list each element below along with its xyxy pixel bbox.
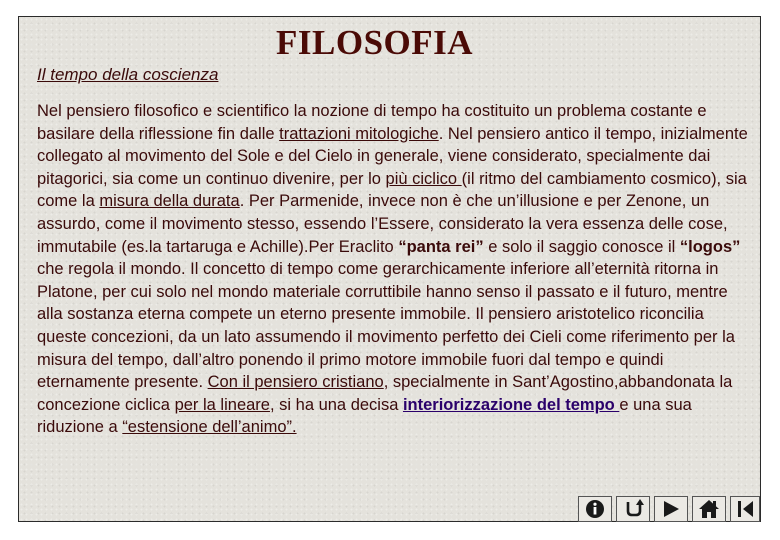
subtitle-link[interactable]: Il tempo della coscienza xyxy=(37,65,219,84)
forward-button[interactable] xyxy=(654,496,688,522)
skip-to-end-icon xyxy=(735,499,755,519)
link-estensione-dell-animo[interactable]: “estensione dell’animo”. xyxy=(122,418,297,437)
return-arrow-icon xyxy=(622,499,644,519)
text-segment: . Nel pensiero antico il tempo, inizialmente collegato al movimento del Sole e del Cielo in generale, viene considerato, specialmente dai pitagorici, sia come un continuo divenire, per lo xyxy=(37,124,748,188)
home-icon xyxy=(698,499,720,519)
text-segment: e solo il saggio conosce il xyxy=(483,237,680,256)
text-segment: . Per Parmenide, invece non è che un’illusione e per Zenone, un assurdo, come il movimento stesso, essendo l’Essere, considerato la vera essenza delle cose, immutabile (es.la tartaruga e Achille).Per Eraclito xyxy=(37,192,728,256)
link-piu-ciclico[interactable]: più ciclico xyxy=(385,169,462,188)
text-segment: , specialmente in Sant’Agostino,abbandonata la concezione ciclica xyxy=(37,373,733,414)
info-icon xyxy=(585,499,605,519)
text-segment: e una sua riduzione a xyxy=(37,395,692,437)
return-button[interactable] xyxy=(616,496,650,522)
info-button[interactable] xyxy=(578,496,612,522)
link-trattazioni-mitologiche[interactable]: trattazioni mitologiche xyxy=(279,124,439,143)
text-segment: , si ha una decisa xyxy=(269,395,403,414)
text-segment: Nel pensiero filosofico e scientifico la nozione di tempo ha costituito un problema costante e basilare della riflessione fin dalle xyxy=(37,102,707,143)
body-paragraph xyxy=(37,100,749,439)
link-interiorizzazione-del-tempo[interactable]: interiorizzazione del tempo xyxy=(402,395,620,414)
text-segment: (il ritmo del cambiamento cosmico), sia come la xyxy=(37,169,747,211)
page-title: FILOSOFIA xyxy=(276,23,474,62)
end-button[interactable] xyxy=(730,496,760,522)
bold-logos: “logos” xyxy=(679,237,741,256)
home-button[interactable] xyxy=(692,496,726,522)
link-misura-della-durata[interactable]: misura della durata xyxy=(99,192,240,211)
text-segment: che regola il mondo. Il concetto di tempo come gerarchicamente inferiore all’eternità ritorna in Platone, per cui solo nel mondo materiale corruttibile hanno senso il passato e il futuro, mentre alla sostanza eterna compete un eterno presente immobile. Il pensiero aristotelico riconcilia queste concezioni, da un lato assumendo il movimento perfetto dei Cieli come riferimento per la misura del tempo, dall’altro ponendo il primo motore immobile fuori dal tempo e quindi eternamente presente. xyxy=(37,260,735,392)
link-pensiero-cristiano[interactable]: Con il pensiero cristiano xyxy=(207,373,384,392)
link-per-la-lineare[interactable]: per la lineare xyxy=(174,395,270,414)
play-forward-icon xyxy=(661,499,681,519)
bold-panta-rei: “panta rei” xyxy=(398,237,484,256)
